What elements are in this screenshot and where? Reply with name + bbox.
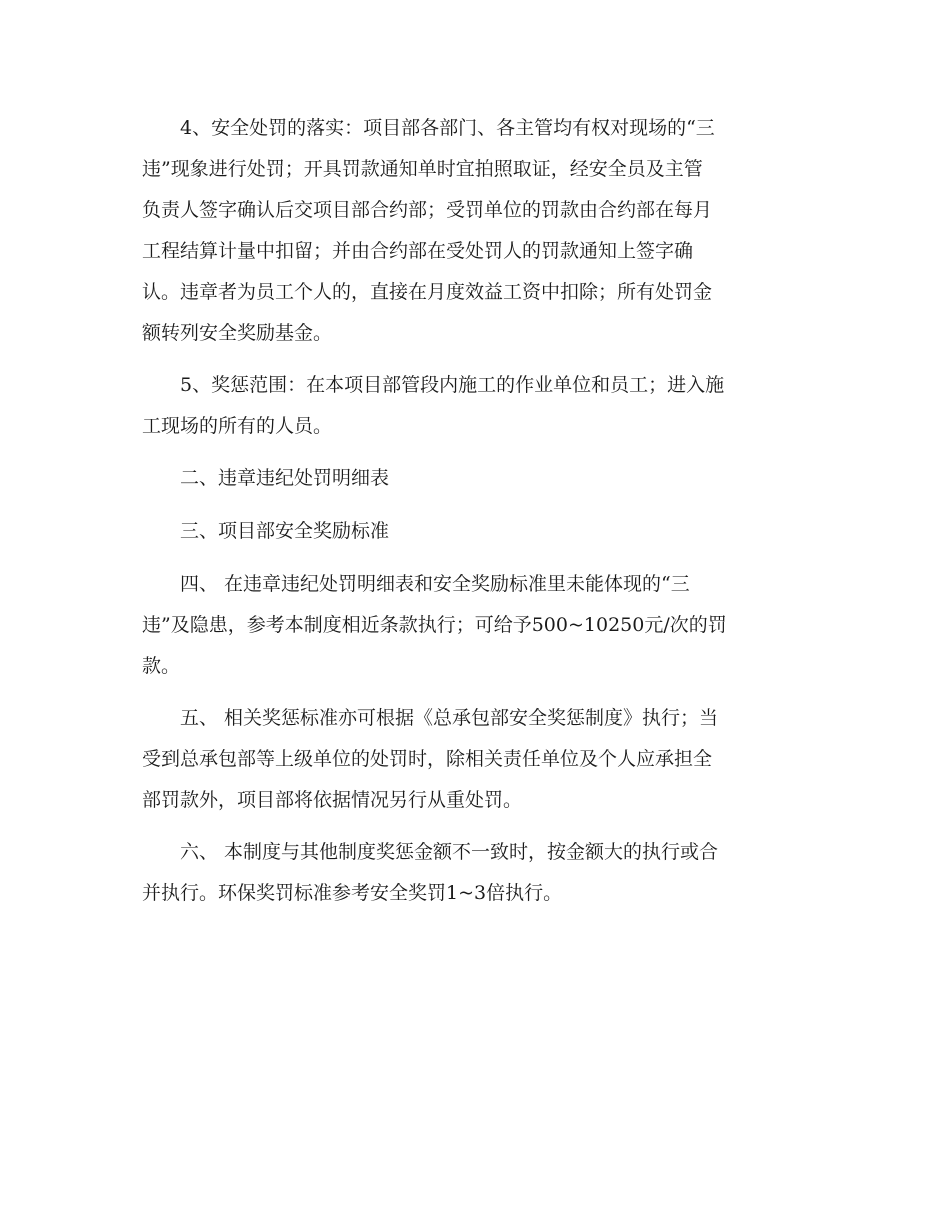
paragraph-section-four	[142, 564, 810, 687]
text-line: 4、安全处罚的落实：项目部各部门、各主管均有权对现场的“三	[142, 117, 715, 139]
text-line: 六、 本制度与其他制度奖惩金额不一致时，按金额大的执行或合	[142, 841, 719, 863]
text-line: 并执行。环保奖罚标准参考安全奖罚1~3倍执行。	[142, 882, 563, 904]
text-line: 工程结算计量中扣留；并由合约部在受处罚人的罚款通知上签字确	[142, 240, 694, 262]
text-line: 认。违章者为员工个人的，直接在月度效益工资中扣除；所有处罚金	[142, 281, 713, 303]
text-line: 部罚款外，项目部将依据情况另行从重处罚。	[142, 789, 523, 811]
text-line: 5、奖惩范围：在本项目部管段内施工的作业单位和员工；进入施	[142, 374, 725, 396]
text-line: 款。	[142, 655, 181, 677]
heading-line: 二、违章违纪处罚明细表	[142, 467, 390, 489]
text-line: 违”及隐患，参考本制度相近条款执行；可给予500~10250元/次的罚	[142, 614, 727, 636]
text-line: 受到总承包部等上级单位的处罚时，除相关责任单位及个人应承担全	[142, 748, 713, 770]
section-heading-penalty-table	[142, 458, 810, 499]
text-line: 负责人签字确认后交项目部合约部；受罚单位的罚款由合约部在每月	[142, 199, 713, 221]
text-line: 违”现象进行处罚；开具罚款通知单时宜拍照取证，经安全员及主管	[142, 158, 703, 180]
text-line: 额转列安全奖励基金。	[142, 322, 333, 344]
text-line: 工现场的所有的人员。	[142, 415, 333, 437]
paragraph-reward-scope	[142, 365, 810, 447]
text-line: 四、 在违章违纪处罚明细表和安全奖励标准里未能体现的“三	[142, 573, 690, 595]
document-body	[142, 108, 810, 925]
heading-line: 三、项目部安全奖励标准	[142, 520, 390, 542]
text-line: 五、 相关奖惩标准亦可根据《总承包部安全奖惩制度》执行；当	[142, 707, 719, 729]
section-heading-reward-standard	[142, 511, 810, 552]
paragraph-section-five	[142, 698, 810, 821]
paragraph-section-six	[142, 832, 810, 914]
paragraph-penalty-implementation	[142, 108, 810, 354]
